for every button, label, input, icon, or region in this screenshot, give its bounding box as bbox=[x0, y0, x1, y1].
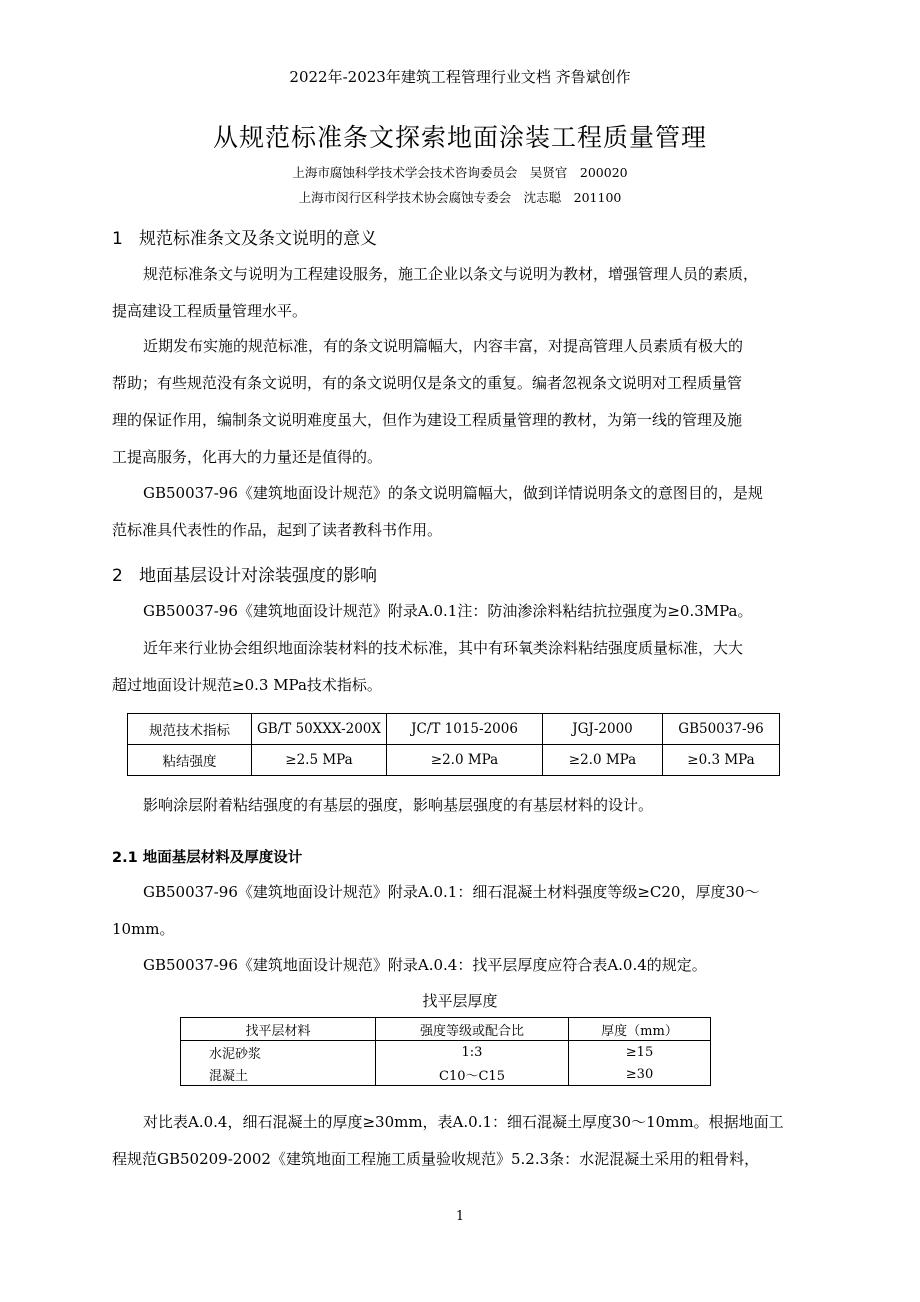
text-line: 工提高服务，化再大的力量还是值得的。 bbox=[112, 448, 383, 466]
table-caption: 找平层厚度 bbox=[422, 992, 498, 1010]
paragraph bbox=[112, 593, 802, 630]
table-row bbox=[181, 1041, 711, 1064]
paragraph bbox=[112, 874, 802, 948]
text-line: 理的保证作用，编制条文说明难度虽大，但作为建设工程质量管理的教材，为第一线的管理及施 bbox=[112, 411, 743, 429]
paragraph bbox=[112, 787, 802, 824]
text-line: 近期发布实施的规范标准，有的条文说明篇幅大，内容丰富，对提高管理人员素质有极大的 bbox=[143, 337, 744, 355]
section-title: 规范标准条文及条文说明的意义 bbox=[139, 229, 377, 249]
table-cell: ≥15 bbox=[569, 1041, 711, 1064]
table-cell: GB50037-96 bbox=[663, 714, 780, 745]
section-number: 1 bbox=[112, 229, 123, 249]
paragraph bbox=[112, 1104, 802, 1178]
table-cell: 规范技术指标 bbox=[128, 714, 252, 745]
text-line: 对比表A.0.4，细石混凝土的厚度≥30mm，表A.0.1：细石混凝土厚度30～10mm。根据地面工 bbox=[143, 1113, 784, 1131]
table-cell: 强度等级或配合比 bbox=[376, 1018, 569, 1041]
table-cell: 水泥砂浆 bbox=[181, 1041, 376, 1064]
table-header-row bbox=[128, 714, 780, 745]
table-cell: ≥2.5 MPa bbox=[252, 745, 387, 776]
document-title: 从规范标准条文探索地面涂装工程质量管理 bbox=[212, 123, 707, 152]
table-cell: ≥0.3 MPa bbox=[663, 745, 780, 776]
text-line: GB50037-96《建筑地面设计规范》附录A.0.1注：防油渗涂料粘结抗拉强度为≥0.3MPa。 bbox=[143, 602, 753, 620]
table-cell: 混凝土 bbox=[181, 1063, 376, 1086]
table-cell: 1:3 bbox=[376, 1041, 569, 1064]
table-cell: GB/T 50XXX-200X bbox=[252, 714, 387, 745]
table-cell: ≥2.0 MPa bbox=[387, 745, 543, 776]
text-line: 超过地面设计规范≥0.3 MPa技术指标。 bbox=[112, 676, 382, 694]
page-header: 2022年-2023年建筑工程管理行业文档 齐鲁斌创作 bbox=[289, 68, 631, 86]
section-1-heading bbox=[112, 224, 377, 249]
text-line: 近年来行业协会组织地面涂装材料的技术标准，其中有环氧类涂料粘结强度质量标准，大大 bbox=[143, 639, 744, 657]
text-line: 影响涂层附着粘结强度的有基层的强度，影响基层强度的有基层材料的设计。 bbox=[143, 796, 654, 814]
text-line: 10mm。 bbox=[112, 920, 175, 938]
table-cell: JGJ-2000 bbox=[543, 714, 663, 745]
author-line-2: 上海市闵行区科学技术协会腐蚀专委会 沈志聪 201100 bbox=[298, 190, 622, 205]
table-cell: ≥30 bbox=[569, 1063, 711, 1086]
table-cell: 找平层材料 bbox=[181, 1018, 376, 1041]
table-cell: C10～C15 bbox=[376, 1063, 569, 1086]
paragraph bbox=[112, 947, 802, 984]
table-header-row bbox=[181, 1018, 711, 1041]
page-number: 1 bbox=[455, 1209, 465, 1224]
text-line: GB50037-96《建筑地面设计规范》的条文说明篇幅大，做到详情说明条文的意图目的，是规 bbox=[143, 484, 763, 502]
paragraph bbox=[112, 475, 802, 549]
table-row bbox=[128, 745, 780, 776]
leveling-layer-thickness-table bbox=[180, 1017, 711, 1086]
text-line: 规范标准条文与说明为工程建设服务，施工企业以条文与说明为教材，增强管理人员的素质， bbox=[143, 265, 759, 283]
text-line: 范标准具代表性的作品，起到了读者教科书作用。 bbox=[112, 521, 443, 539]
text-line: 提高建设工程质量管理水平。 bbox=[112, 302, 308, 320]
table-cell: 粘结强度 bbox=[128, 745, 252, 776]
text-line: GB50037-96《建筑地面设计规范》附录A.0.1：细石混凝土材料强度等级≥C20，厚度30～ bbox=[143, 883, 760, 901]
bond-strength-table bbox=[127, 713, 780, 776]
paragraph bbox=[112, 328, 802, 476]
section-number: 2 bbox=[112, 566, 123, 586]
table-cell: JC/T 1015-2006 bbox=[387, 714, 543, 745]
author-line-1: 上海市腐蚀科学技术学会技术咨询委员会 吴贤官 200020 bbox=[292, 165, 628, 180]
paragraph bbox=[112, 256, 802, 330]
text-line: 帮助；有些规范没有条文说明，有的条文说明仅是条文的重复。编者忽视条文说明对工程质量管 bbox=[112, 374, 743, 392]
table-cell: 厚度（mm） bbox=[569, 1018, 711, 1041]
table-row bbox=[181, 1063, 711, 1086]
section-2-heading bbox=[112, 561, 377, 586]
section-title: 地面基层设计对涂装强度的影响 bbox=[139, 566, 377, 586]
subsection-2-1-heading: 2.1 地面基层材料及厚度设计 bbox=[112, 850, 303, 866]
text-line: GB50037-96《建筑地面设计规范》附录A.0.4：找平层厚度应符合表A.0.4的规定。 bbox=[143, 956, 707, 974]
paragraph bbox=[112, 630, 802, 704]
text-line: 程规范GB50209-2002《建筑地面工程施工质量验收规范》5.2.3条：水泥混凝土采用的粗骨料， bbox=[112, 1150, 760, 1168]
table-cell: ≥2.0 MPa bbox=[543, 745, 663, 776]
